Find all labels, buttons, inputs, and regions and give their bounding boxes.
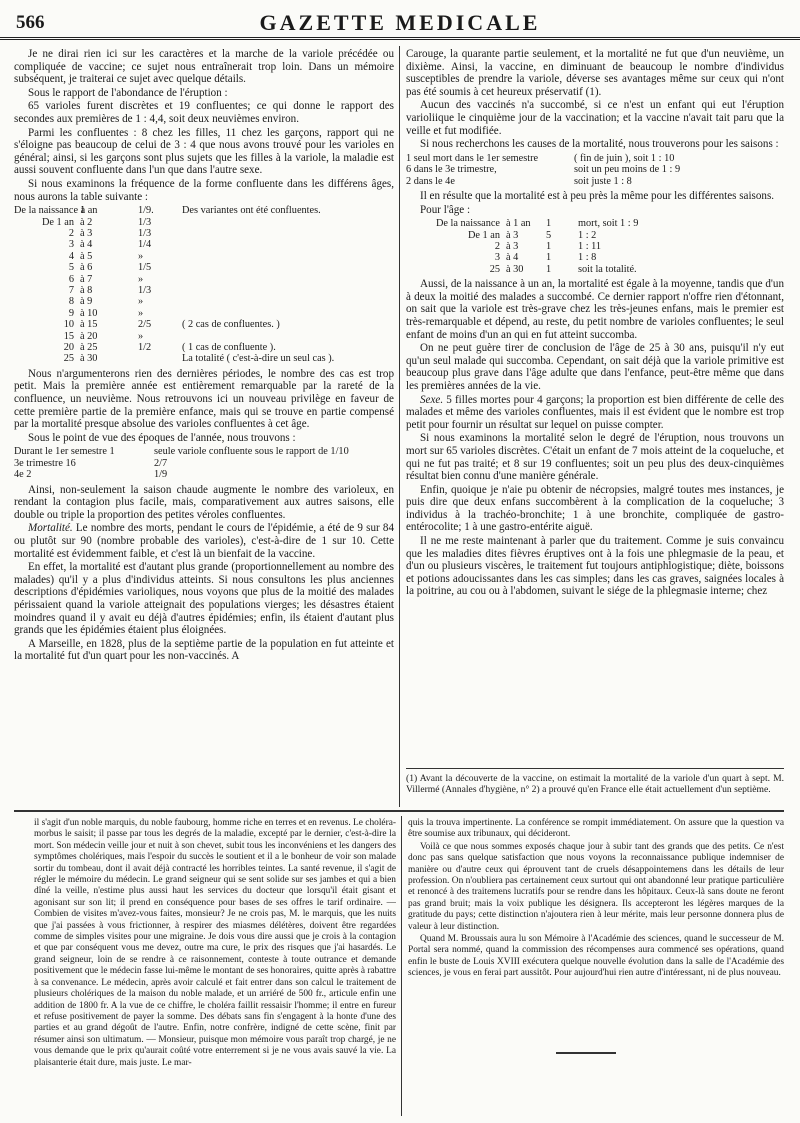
paragraph: Voilà ce que nous sommes exposés chaque jour à subir tant des grands que des petits. Ce n'est donc pas sans quelque satisfaction que nous voyons la reconnaissance publique indemniser de manière ou d'autre ceux qui éprouvent tant de cruels désappointemens dans les détails de leur profession. On n'oubliera pas certainement ceux surtout qui ont abandonné leur pratique particulière et renoncé à des traitemens lucratifs pour se rendre dans les hôpitaux. Ceux-là sans doute ne feront pas grand bruit; mais la voix publique les désignera. Ils accepteront les légères marques de la gratitude du pays; cette distinction n'ajoutera rien à leur mérite, mais leur personne donnera plus de valeur à leur distinction. bbox=[408, 841, 784, 932]
paragraph bbox=[14, 522, 394, 560]
table-cell: 4 bbox=[68, 250, 74, 262]
table-cell: 1/9 bbox=[154, 469, 168, 481]
paragraph: Il en résulte que la mortalité est à peu près la même pour les différentes saisons. bbox=[420, 189, 775, 202]
table-row bbox=[14, 205, 394, 216]
paragraph: Si nous examinons la fréquence de la forme confluente dans les différens âges, nous aurons la table suivante : bbox=[14, 177, 394, 203]
paragraph: Si nous examinons la mortalité selon le degré de l'éruption, nous trouvons un mort sur 65 varioles discrètes. C'était un enfant de 7 mois atteint de la coqueluche, et qui ne fut pas traité; et 8 sur 19 confluentes; soit un peu plus des deux-cinquièmes résultat bien connu d'une manière générale. bbox=[406, 432, 784, 483]
section-title-mortalite: Mortalité. bbox=[28, 522, 73, 535]
table-cell: à 9 bbox=[80, 296, 93, 308]
paragraph: il s'agit d'un noble marquis, du noble faubourg, homme riche en terres et en revenus. Le choléra-morbus le saisit; il passe par tous les degrés de la maladie, excepté par le dernier, c'est-à-dire la mort. Son médecin veille jour et nuit à son chevet, subit tous les inconvéniens et les dangers des symptômes cholériques, mais l'espoir du succès le soutient et il a le bonheur de voir son malade sortir du tombeau, dont il avait déjà contracté les horribles teintes. La santé revenue, il s'agit de régler le mémoire du médecin. Le grand seigneur qui se sent solide sur ses jambes et qui a bien dîné la veille, n'estime plus aussi haut les services du docteur que lorsqu'il était gisant et agonisant sur son lit; il prend en conséquence pour bases de ses offres le tarif ordinaire. — Combien de visites m'avez-vous faites, monsieur? Je ne crois pas, M. le marquis, que les nuits que j'ai passées à vous frictionner, à respirer des miasmes délétères, doivent être regardées comme de simples visites pour une migraine. Je dois vous dire aussi que je crois à la contagion et que par conséquent vous me devez, outre ma cure, le prix des risques que j'ai hasardés. Le grand seigneur, loin de se rendre à ce raisonnement, conteste à toute outrance et demande positivement que le médecin fasse lui-même le montant de ses honoraires, quitte après à rabattre à sa convenance. Le médecin, après avoir calculé et fait entrer dans son calcul le traitement de plusieurs cholériques de la maison du noble malade, et un arriéré de 500 fr., articule enfin une addition de 1800 fr. A la vue de ce chiffre, le choléra faillit ressaisir l'homme; il entre en fureur et refuse positivement de payer la somme. Des débats sans fin s'engagent à la honte d'une des parties et au grand dégoût de l'autre. Enfin, notre confrère, indigné de cette scène, finit par résumer ainsi son ultimatum. — Monsieur, puisque mon mémoire vous paraît trop chargé, je ne vous demande que le prix qu'aurait coûté votre enterrement si je ne vous avais sauvé la vie. La plaisanterie était dure, mais juste. Le mar- bbox=[34, 818, 396, 1068]
feuilleton-separator bbox=[14, 810, 784, 812]
paragraph: Aucun des vaccinés n'a succombé, si ce n'est un enfant qui eut l'éruption varioliique le cinquième jour de la vaccination; et la vaccine n'avait tait paru que la veille et fut modifiée. bbox=[406, 99, 784, 137]
table-cell: à 30 bbox=[506, 263, 524, 275]
table-cell: De la naissance bbox=[435, 218, 500, 230]
table-row bbox=[406, 218, 784, 229]
table-cell: 1/5 bbox=[138, 262, 152, 274]
table-cell: à 3 bbox=[80, 227, 93, 239]
table-row bbox=[14, 251, 394, 262]
table-cell: 1/4 bbox=[138, 239, 152, 251]
table-cell: 8 bbox=[68, 296, 74, 308]
table-cell: à 5 bbox=[80, 250, 93, 262]
table-cell: 1 seul mort dans le 1er semestre bbox=[406, 152, 539, 164]
table-cell bbox=[182, 262, 394, 273]
table-cell: La totalité ( c'est-à-dire un seul cas ). bbox=[182, 353, 335, 365]
table-cell bbox=[182, 331, 394, 342]
page-number: 566 bbox=[16, 12, 45, 33]
table-cell: » bbox=[138, 273, 144, 285]
table-cell: ( 2 cas de confluentes. ) bbox=[182, 319, 280, 331]
paragraph: Sous le rapport de l'abondance de l'éruption : bbox=[28, 86, 228, 99]
table-cell: 7 bbox=[68, 284, 74, 296]
table-cell: à 6 bbox=[80, 262, 93, 274]
table-cell: à 4 bbox=[80, 239, 93, 251]
table-cell: » bbox=[138, 307, 144, 319]
table-cell: à 7 bbox=[80, 273, 93, 285]
table-cell: 2/5 bbox=[138, 319, 152, 331]
table-cell bbox=[182, 228, 394, 239]
table-row bbox=[14, 458, 394, 469]
paragraph: Je ne dirai rien ici sur les caractères et la marche de la variole précédée ou compliquée de vaccine; ce sujet nous entraînerait trop loin. Dans un mémoire subséquent, je traiterai ce sujet avec quelque détails. bbox=[14, 48, 394, 86]
table-cell bbox=[182, 251, 394, 262]
paragraph: Si nous recherchons les causes de la mortalité, nous trouverons pour les saisons : bbox=[420, 138, 779, 151]
section-title-sexe: Sexe. bbox=[420, 393, 444, 406]
paragraph: On ne peut guère tirer de conclusion de l'âge de 25 à 30 ans, puisqu'il n'y eut qu'un seul malade qui succomba. Cependant, on sait déjà que la variole primitive est beaucoup plus grave dans l'âge adulte que dans l'enfance, peut-être même que dans les premières années de la vie. bbox=[406, 342, 784, 392]
table-cell: à 3 bbox=[506, 240, 519, 252]
table-cell: 6 dans le 3e trimestre, bbox=[406, 164, 497, 176]
mortality-by-age-table bbox=[406, 218, 784, 275]
table-row bbox=[14, 228, 394, 239]
left-column bbox=[14, 48, 394, 805]
end-rule bbox=[556, 1052, 616, 1054]
paragraph: Parmi les confluentes : 8 chez les filles, 11 chez les garçons, rapport qui ne s'éloigne pas beaucoup de celui de 3 : 4 que nous avons trouvé pour les varioles en général; ainsi, si les garçons sont plus sujets que les filles à la variole, la maladie est aussi souvent confluente dans l'un que dans l'autre sexe. bbox=[14, 126, 394, 177]
table-cell: ( 1 cas de confluente ). bbox=[182, 342, 276, 353]
table-cell: 3 bbox=[68, 239, 74, 251]
table-cell: » bbox=[138, 330, 144, 342]
table-cell: à 15 bbox=[80, 319, 98, 331]
table-cell bbox=[182, 274, 394, 285]
table-cell: 1 : 2 bbox=[578, 229, 597, 241]
confluence-by-age-table bbox=[14, 205, 394, 365]
table-cell: à 30 bbox=[80, 353, 98, 365]
footnote: (1) Avant la découverte de la vaccine, on estimait la mortalité de la variole d'un quart à sept. M. Villermé (Annales d'hygiène, n° 2) a prouvé qu'en France elle était actuellement d'un septième. bbox=[406, 768, 784, 795]
table-row bbox=[14, 308, 394, 319]
table-cell: 2 bbox=[494, 240, 500, 252]
table-row bbox=[14, 274, 394, 285]
table-cell bbox=[182, 285, 394, 296]
table-cell: » bbox=[138, 296, 144, 308]
table-cell: 1 bbox=[546, 240, 552, 252]
confluence-by-season-table bbox=[14, 446, 394, 480]
table-cell: 1/3 bbox=[138, 216, 152, 228]
table-cell: mort, soit 1 : 9 bbox=[578, 218, 639, 230]
table-cell: 25 bbox=[63, 353, 74, 365]
table-row bbox=[406, 230, 784, 241]
table-cell: seule variole confluente sous le rapport de 1/10 bbox=[154, 446, 349, 458]
table-cell: ( fin de juin ), soit 1 : 10 bbox=[574, 152, 675, 164]
masthead bbox=[0, 0, 800, 40]
column-divider bbox=[401, 816, 402, 1116]
feuilleton-left-column bbox=[34, 818, 396, 1118]
table-row bbox=[14, 262, 394, 273]
table-cell: De 1 an bbox=[467, 229, 500, 241]
table-cell: à 20 bbox=[80, 330, 98, 342]
table-cell: à 4 bbox=[506, 252, 519, 264]
table-cell: à 3 bbox=[506, 229, 519, 241]
table-cell: Des variantes ont été confluentes. bbox=[182, 205, 321, 217]
table-cell: 2/7 bbox=[154, 457, 168, 469]
table-cell: soit un peu moins de 1 : 9 bbox=[574, 164, 681, 176]
table-row bbox=[14, 217, 394, 228]
paragraph: A Marseille, en 1828, plus de la septième partie de la population en fut atteinte et la mortalité fut d'un quart pour les non-vaccinés. A bbox=[14, 637, 394, 663]
column-divider bbox=[399, 46, 400, 807]
table-row bbox=[406, 153, 784, 164]
table-cell: Durant le 1er semestre 1 bbox=[14, 446, 115, 458]
table-cell: De 1 an bbox=[41, 216, 74, 228]
table-cell: 1/3 bbox=[138, 227, 152, 239]
paragraph: Enfin, quoique je n'aie pu obtenir de nécropsies, malgré toutes mes instances, je puis dire que deux enfans succombèrent à la complication de la coqueluche; 3 individus à la trachéo-bronchite; 1 à une bronchite, compliquée de gastro-entérocolite; 1 à une gastro-entérite aiguë. bbox=[406, 483, 784, 534]
table-cell: 1/2 bbox=[138, 342, 152, 353]
table-cell: à 25 bbox=[80, 342, 98, 353]
table-cell: 15 bbox=[63, 330, 74, 342]
table-cell: 1 bbox=[546, 252, 552, 264]
table-cell: 1/9. bbox=[138, 205, 154, 217]
table-cell: 5 bbox=[546, 229, 552, 241]
table-row bbox=[14, 296, 394, 307]
paragraph: Sous le point de vue des époques de l'année, nous trouvons : bbox=[28, 431, 296, 444]
paragraph bbox=[406, 394, 784, 432]
table-cell bbox=[138, 353, 182, 364]
table-cell: 1 : 11 bbox=[578, 240, 602, 252]
table-cell: 2 bbox=[68, 227, 74, 239]
table-cell: 1/3 bbox=[138, 284, 152, 296]
table-cell: soit juste 1 : 8 bbox=[574, 175, 632, 187]
table-row bbox=[14, 285, 394, 296]
table-cell: à 1 an bbox=[506, 218, 531, 230]
table-cell: 1 : 8 bbox=[578, 252, 597, 264]
table-cell: 1 bbox=[546, 263, 552, 275]
table-cell: De la naissance à bbox=[14, 205, 86, 217]
journal-title: GAZETTE MEDICALE bbox=[259, 10, 541, 35]
table-row bbox=[406, 264, 784, 275]
table-cell: 1 bbox=[546, 218, 552, 230]
table-cell: 6 bbox=[68, 273, 74, 285]
table-cell bbox=[182, 239, 394, 250]
mortality-by-season-table bbox=[406, 153, 784, 187]
table-cell bbox=[182, 296, 394, 307]
table-row bbox=[406, 176, 784, 187]
table-row bbox=[14, 342, 394, 353]
table-row bbox=[14, 353, 394, 364]
table-cell: 5 bbox=[68, 262, 74, 274]
paragraph: 65 varioles furent discrètes et 19 confluentes; ce qui donne le rapport des secondes aux premières de 1 : 4,4, soit deux neuvièmes environ. bbox=[14, 100, 394, 125]
paragraph: Pour l'âge : bbox=[420, 203, 471, 216]
table-cell: » bbox=[138, 250, 144, 262]
paragraph: quis la trouva impertinente. La conférence se rompit immédiatement. On assure que la question va être soumise aux tribunaux, qui décideront. bbox=[408, 818, 784, 840]
paragraph: Quand M. Broussais aura lu son Mémoire à l'Académie des sciences, quand le successeur de M. Portal sera nommé, quand la commission des récompenses aura commencé ses opérations, quand enfin le buste de Louis XVIII exécutera quelque nouvelle évolution dans la salle de l'Académie des sciences, je vous en ferai part aussitôt. Pour aujourd'hui rien autre d'intéressant, ni de plus nouveau. bbox=[408, 934, 784, 979]
table-cell: 3 bbox=[494, 252, 500, 264]
table-cell: à 10 bbox=[80, 307, 98, 319]
table-cell: 2 dans le 4e bbox=[406, 175, 455, 187]
table-cell: soit la totalité. bbox=[578, 263, 637, 275]
table-row bbox=[14, 469, 394, 480]
table-cell: à 2 bbox=[80, 216, 93, 228]
table-cell bbox=[182, 217, 394, 228]
paragraph-text: Le nombre des morts, pendant le cours de l'épidémie, a été de 9 sur 84 ou plutôt sur 90 (nombre probable des varioles), c'est-à-dire de 1 sur 10. Cette mortalité est évidemment faible, et c'est là un bienfait de la vaccine. bbox=[14, 522, 394, 560]
table-cell: 10 bbox=[63, 319, 74, 331]
table-row bbox=[406, 241, 784, 252]
table-cell: à 8 bbox=[80, 284, 93, 296]
table-cell: 3e trimestre 16 bbox=[14, 457, 76, 469]
table-cell: 1 an bbox=[80, 205, 98, 217]
paragraph-text: 5 filles mortes pour 4 garçons; la proportion est bien différente de celle des malades et même des varioles confluentes, mais il est évident que le nombre est trop petit pour fournir un résultat sur lequel on puisse compter. bbox=[406, 393, 784, 431]
table-cell: 20 bbox=[63, 342, 74, 353]
table-row bbox=[406, 164, 784, 175]
paragraph: Carouge, la quarante partie seulement, et la mortalité ne fut que d'un neuvième, un dixième. Ainsi, la vaccine, en diminuant de beaucoup le nombre d'individus susceptibles de prendre la variole, déverse ses avantages même sur ceux qui n'ont pas été soumis à cet heureux préservatif (1). bbox=[406, 48, 784, 98]
paragraph: Il ne me reste maintenant à parler que du traitement. Comme je suis convaincu que les maladies dites fièvres éruptives ont à la fois une phlegmasie de la peau, et d'un ou plusieurs viscères, le traitement fut toujours antiphlogistique; diète, boissons et potions adoucissantes dans les cas simples; dans les cas graves, saignées locales à la poitrine, au cou ou à l'abdomen, suivant le siége de la phlegmasie interne; chez bbox=[406, 535, 784, 598]
table-cell: 25 bbox=[489, 263, 500, 275]
table-cell bbox=[182, 308, 394, 319]
table-row bbox=[14, 446, 394, 457]
feuilleton-right-column bbox=[408, 818, 784, 1118]
paragraph: Ainsi, non-seulement la saison chaude augmente le nombre des varioleux, en rendant la contagion plus facile, mais, comparativement aux autres saisons, elle double ou triple la proportion des petites véroles confluentes. bbox=[14, 483, 394, 521]
right-column bbox=[406, 48, 784, 805]
table-row bbox=[14, 331, 394, 342]
table-row bbox=[406, 252, 784, 263]
table-cell: 9 bbox=[68, 307, 74, 319]
paragraph: En effet, la mortalité est d'autant plus grande (proportionnellement au nombre des malades) qu'il y a plus d'individus atteints. Si nous consultons les plus anciennes descriptions d'épidémies varioliques, nous voyons que plus de la moitié des malades périssaient quand la variole atteignait des populations vierges; les désastres étaient moindres quand il y avait eu déjà d'autres épidémies; enfin, ils étaient d'autant plus grands que les épidémies étaient plus éloignées. bbox=[14, 561, 394, 637]
table-cell: 4e 2 bbox=[14, 469, 32, 481]
table-row bbox=[14, 239, 394, 250]
paragraph: Aussi, de la naissance à un an, la mortalité est égale à la moyenne, tandis que d'un à deux la moitié des malades a succombé. Ce dernier rapport n'offre rien d'étonnant, on sait que la variole est très-grave chez les très-jeunes enfans, mais le premier est très-remarquable et dépend, au reste, du petit nombre de varioles confluentes; le seul enfant de moins d'un an qui en fut atteint succomba. bbox=[406, 278, 784, 341]
paragraph: Nous n'argumenterons rien des dernières périodes, le nombre des cas est trop petit. Mais la première année est entièrement remarquable par la rareté de la confluence, un neuvième. Nous retrouvons ici un nouveau privilège en faveur de cette première partie de la première enfance, mais qui se trouve en partie compensé par la mortalité presque absolue des varioles confluentes à cet âge. bbox=[14, 367, 394, 431]
table-row bbox=[14, 319, 394, 330]
